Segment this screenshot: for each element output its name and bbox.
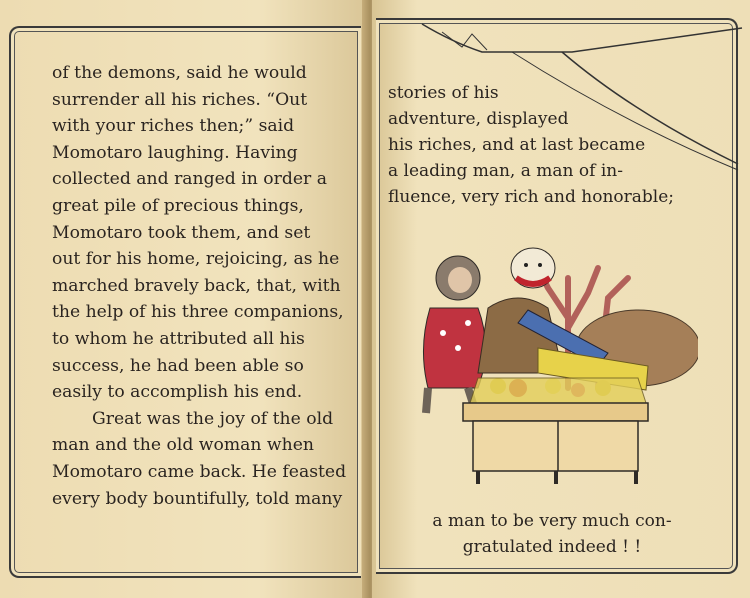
text-line: Great was the joy of the old [92, 408, 334, 429]
text-line: fluence, very rich and honorable; [388, 187, 675, 207]
text-line: every body bountifully, told many [52, 488, 343, 509]
text-line: Momotaro took them, and set [52, 222, 311, 243]
text-line: a man to be very much con- [432, 511, 672, 531]
left-page-text [52, 60, 352, 512]
treasure-illustration [398, 238, 698, 492]
text-line: gratulated indeed ! ! [462, 537, 642, 557]
text-line: stories of his [388, 83, 499, 103]
text-line: with your riches then;” said [52, 116, 295, 137]
text-line: marched bravely back, that, with [52, 275, 341, 296]
left-page [0, 0, 370, 598]
dog-illustration [511, 248, 555, 288]
text-line: collected and ranged in order a [52, 169, 327, 190]
text-line: easily to accomplish his end. [52, 382, 303, 403]
text-line: man and the old woman when [52, 435, 314, 456]
text-line: his riches, and at last became [388, 135, 646, 155]
text-line: Momotaro laughing. Having [52, 142, 298, 163]
text-line: Momotaro came back. He feasted [52, 461, 347, 482]
text-line: the help of his three companions, [52, 302, 344, 323]
text-line: adventure, displayed [388, 109, 569, 129]
right-page-bottom-text [402, 508, 702, 560]
right-page [372, 0, 750, 598]
right-page-top-text [388, 80, 728, 210]
table-illustration [463, 403, 648, 484]
text-line: a leading man, a man of in- [388, 161, 623, 181]
text-line: to whom he attributed all his [52, 328, 305, 349]
text-line: surrender all his riches. “Out [52, 89, 308, 110]
text-line: great pile of precious things, [52, 195, 304, 216]
text-line: out for his home, rejoicing, as he [52, 249, 340, 270]
text-line: success, he had been able so [52, 355, 304, 376]
text-line: of the demons, said he would [52, 63, 307, 83]
treasure-pile-illustration [470, 378, 646, 403]
